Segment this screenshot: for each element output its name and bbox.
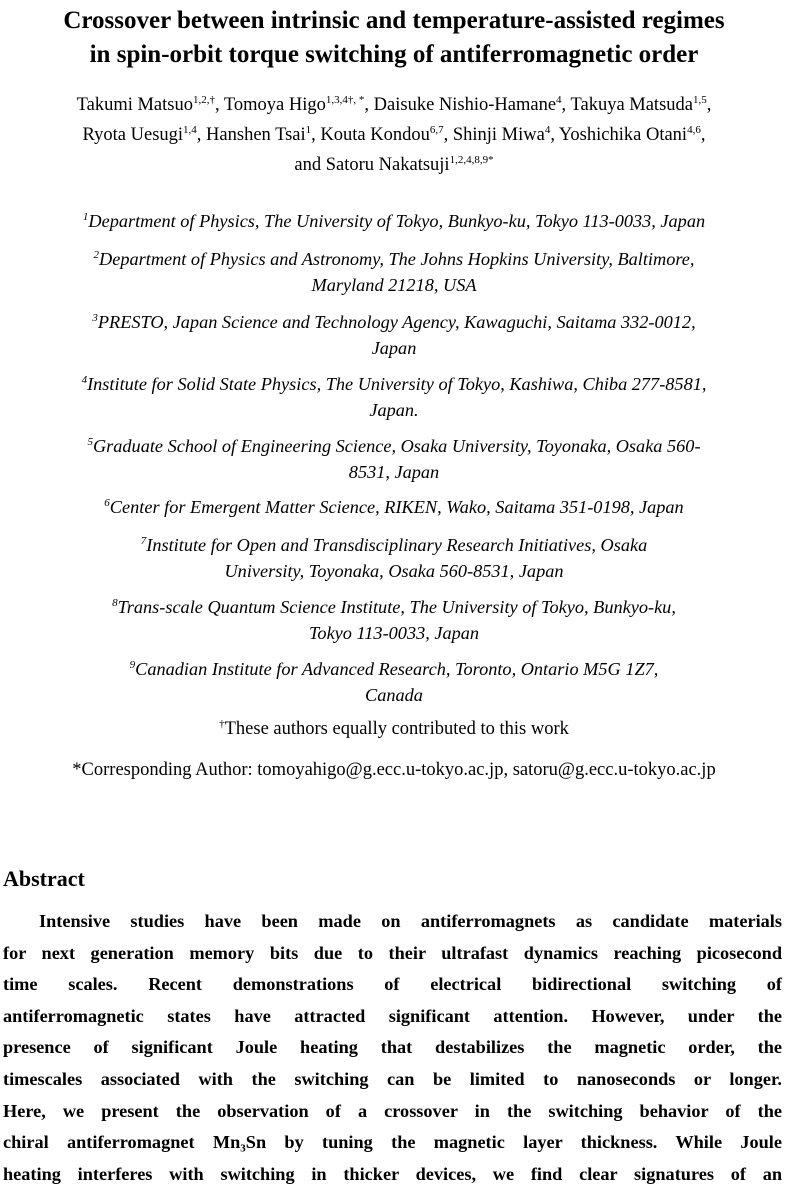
abstract-line: Here, we present the observation of a crossover in the switching behavior of the	[3, 1100, 782, 1121]
affiliation: $^3$PRESTO, Japan Science and Technology Agency, Kawaguchi, Saitama 332-0012, Japan	[92, 312, 696, 358]
author-line	[0, 90, 788, 120]
abstract-body	[3, 906, 782, 1190]
affiliation: $^6$Center for Emergent Matter Science, RIKEN, Wako, Saitama 351-0198, Japan	[104, 497, 684, 517]
abstract-heading: Abstract	[3, 866, 85, 891]
affiliation: $^9$Canadian Institute for Advanced Research, Toronto, Ontario M5G 1Z7, Canada	[129, 659, 659, 705]
author: Ryota Uesugi$^{1,4}$,	[82, 124, 207, 145]
abstract-line: timescales associated with the switching can be limited to nanoseconds or longer.	[3, 1068, 782, 1089]
author: Tomoya Higo$^{1,3,4\dagger, *}$,	[223, 94, 374, 115]
author-line	[0, 150, 788, 180]
author: Yoshichika Otani$^{4,6}$,	[558, 124, 706, 145]
corresponding-author: *Corresponding Author: tomoyahigo@g.ecc.u-tokyo.ac.jp, satoru@g.ecc.u-tokyo.ac.jp	[72, 760, 716, 780]
abstract-line: Intensive studies have been made on antiferromagnets as candidate materials	[39, 911, 782, 931]
author: Daisuke Nishio-Hamane$^4$,	[373, 94, 571, 115]
author: Takuya Matsuda$^{1,5}$,	[570, 94, 712, 115]
affiliation: $^4$Institute for Solid State Physics, The University of Tokyo, Kashiwa, Chiba 277-8581, Japan.	[81, 374, 707, 420]
author-line	[0, 120, 788, 150]
abstract-line: for next generation memory bits due to their ultrafast dynamics reaching picosecond	[3, 942, 782, 963]
author-list	[0, 90, 788, 180]
affiliation: $^1$Department of Physics, The University of Tokyo, Bunkyo-ku, Tokyo 113-0033, Japan	[82, 211, 706, 231]
paper-title	[0, 4, 788, 72]
author: Hanshen Tsai$^1$,	[206, 124, 321, 145]
abstract-line: antiferromagnetic states have attracted significant attention. However, under the	[3, 1005, 782, 1026]
abstract-line: chiral antiferromagnet Mn₃Sn by tuning the magnetic layer thickness. While Joule	[3, 1132, 782, 1153]
abstract-line: time scales. Recent demonstrations of electrical bidirectional switching of	[3, 974, 782, 995]
affiliation: $^5$Graduate School of Engineering Science, Osaka University, Toyonaka, Osaka 560- 8531, Japan	[87, 436, 701, 482]
title-line: Crossover between intrinsic and temperature-assisted regimes	[63, 7, 725, 34]
affiliation: $^7$Institute for Open and Transdisciplinary Research Initiatives, Osaka University, Toyonaka, Osaka 560-8531, Japan	[140, 535, 648, 581]
equal-contribution-note: †These authors equally contributed to this work	[219, 718, 569, 739]
title-line: in spin-orbit torque switching of antiferromagnetic order	[89, 41, 699, 68]
author: Shinji Miwa$^4$,	[452, 124, 559, 145]
abstract-line: presence of significant Joule heating that destabilizes the magnetic order, the	[3, 1037, 782, 1058]
affiliation: $^2$Department of Physics and Astronomy, The Johns Hopkins University, Baltimore, Maryland 21218, USA	[93, 249, 695, 295]
affiliation: $^8$Trans-scale Quantum Science Institute, The University of Tokyo, Bunkyo-ku, Tokyo 113-0033, Japan	[112, 597, 676, 643]
author: and Satoru Nakatsuji$^{1,2,4,8,9*}$	[294, 154, 494, 175]
author: Kouta Kondou$^{6,7}$,	[320, 124, 453, 145]
author: Takumi Matsuo$^{1,2,\dagger}$,	[76, 94, 224, 115]
abstract-line: heating interferes with switching in thicker devices, we find clear signatures of an	[3, 1163, 782, 1184]
